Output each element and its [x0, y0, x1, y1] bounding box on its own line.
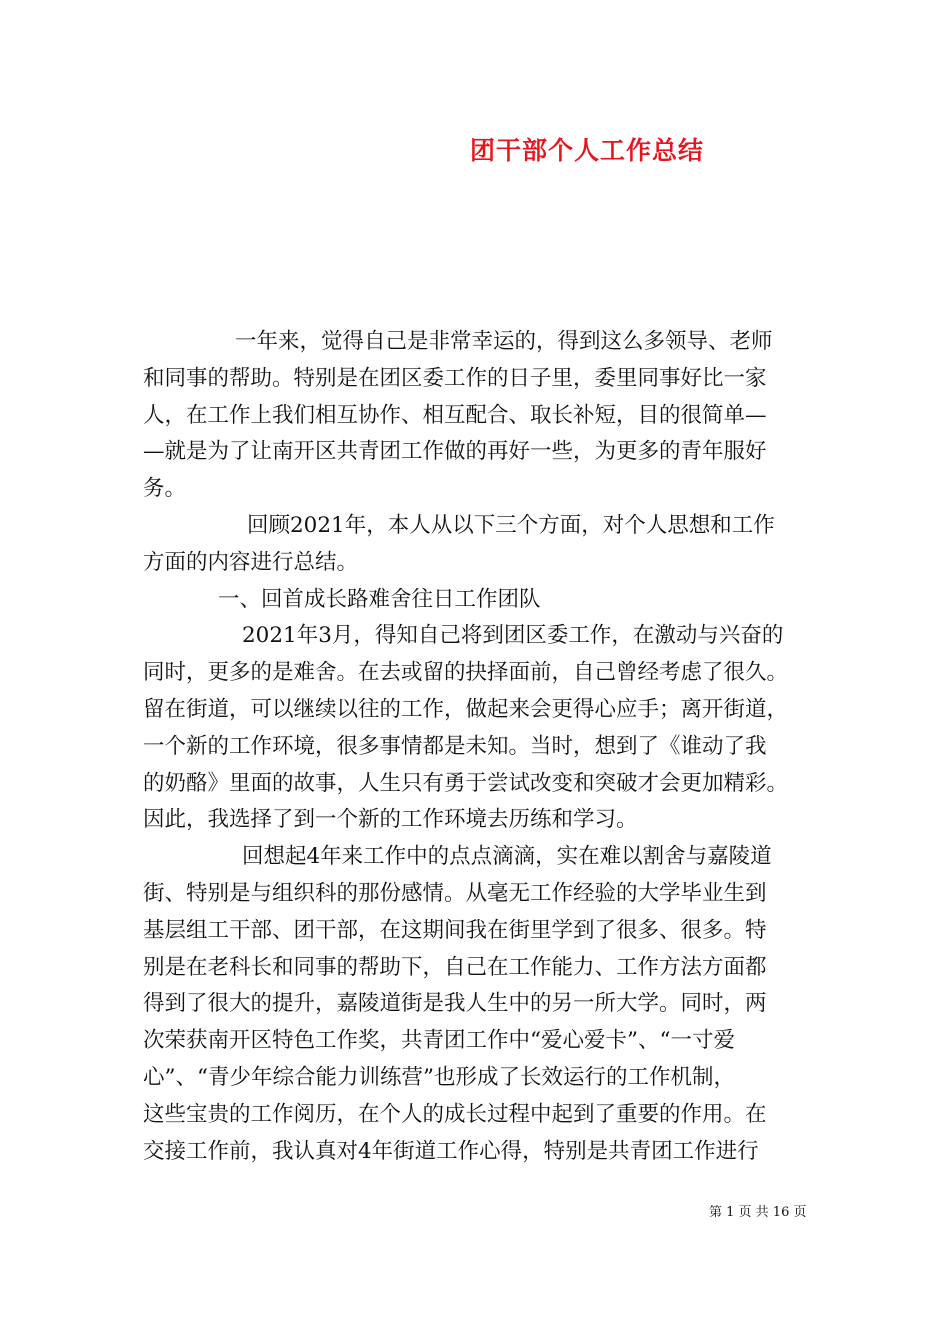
- paragraph-line: 回想起4年来工作中的点点滴滴，实在难以割舍与嘉陵道: [242, 844, 772, 870]
- paragraph-line: 回顾2021年，本人从以下三个方面，对个人思想和工作: [247, 512, 775, 538]
- paragraph-line: 这些宝贵的工作阅历，在个人的成长过程中起到了重要的作用。在: [143, 1101, 767, 1127]
- paragraph-line: 一年来，觉得自己是非常幸运的，得到这么多领导、老师: [235, 329, 773, 354]
- paragraph-line: 街、特别是与组织科的那份感情。从毫无工作经验的大学毕业生到: [143, 880, 767, 906]
- paragraph-line: 人，在工作上我们相互协作、相互配合、取长补短，目的很简单—: [143, 402, 767, 428]
- paragraph-line: 2021年3月，得知自己将到团区委工作，在激动与兴奋的: [242, 623, 784, 649]
- paragraph-line: 因此，我选择了到一个新的工作环境去历练和学习。: [143, 807, 638, 833]
- paragraph-line: 别是在老科长和同事的帮助下，自己在工作能力、工作方法方面都: [143, 954, 767, 980]
- paragraph-line: 方面的内容进行总结。: [143, 549, 359, 575]
- paragraph-line: 务。: [143, 476, 187, 502]
- paragraph-line: 次荣获南开区特色工作奖，共青团工作中“爱心爱卡”、“一寸爱: [143, 1028, 735, 1054]
- paragraph-line: 和同事的帮助。特别是在团区委工作的日子里，委里同事好比一家: [143, 365, 767, 391]
- paragraph-line: 心”、“青少年综合能力训练营”也形成了长效运行的工作机制，: [143, 1064, 735, 1090]
- document-title: 团干部个人工作总结: [470, 136, 705, 165]
- page-footer: 第 1 页 共 16 页: [709, 1205, 807, 1220]
- paragraph-line: 的奶酪》里面的故事，人生只有勇于尝试改变和突破才会更加精彩。: [143, 770, 789, 796]
- paragraph-line: 基层组工干部、团干部，在这期间我在街里学到了很多、很多。特: [143, 917, 767, 943]
- paragraph-line: 同时，更多的是难舍。在去或留的抉择面前，自己曾经考虑了很久。: [143, 660, 789, 686]
- paragraph-line: 一、回首成长路难舍往日工作团队: [218, 586, 541, 612]
- paragraph-line: 一个新的工作环境，很多事情都是未知。当时，想到了《谁动了我: [143, 733, 767, 759]
- document-body: [143, 324, 823, 1170]
- paragraph-line: 交接工作前，我认真对4年街道工作心得，特别是共青团工作进行: [143, 1138, 759, 1164]
- paragraph-line: 得到了很大的提升，嘉陵道街是我人生中的另一所大学。同时，两: [143, 991, 767, 1017]
- paragraph-line: —就是为了让南开区共青团工作做的再好一些，为更多的青年服好: [143, 439, 767, 465]
- paragraph-line: 留在街道，可以继续以往的工作，做起来会更得心应手；离开街道，: [143, 696, 789, 722]
